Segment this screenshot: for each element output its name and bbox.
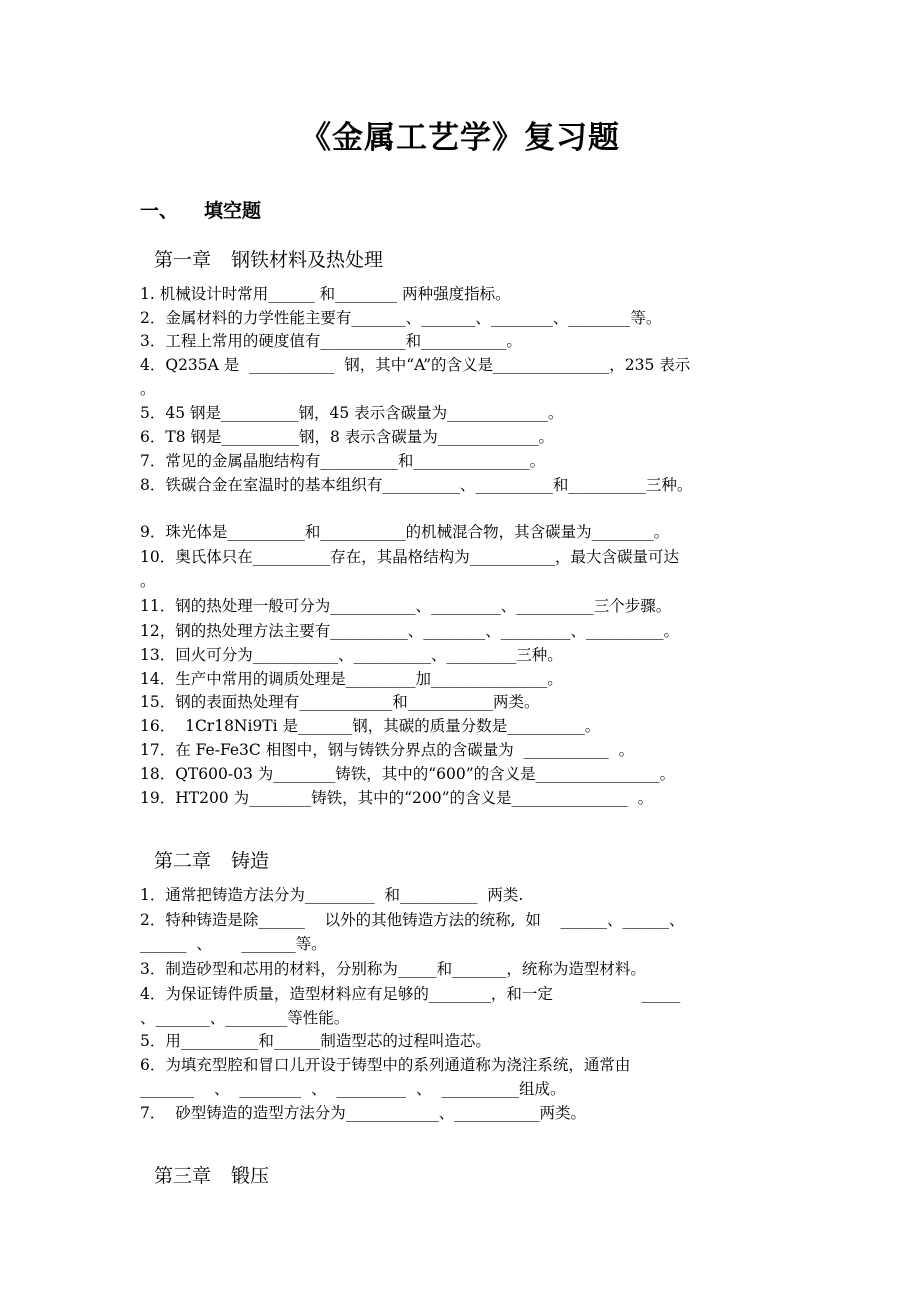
question: 17．在 Fe-Fe3C 相图中，钢与铸铁分界点的含碳量为 ___________ 。	[140, 741, 635, 759]
chapter-label: 第二章	[154, 850, 212, 872]
question: 7． 砂型铸造的造型方法分为____________、___________两类。	[140, 1104, 586, 1122]
question: 12，钢的热处理方法主要有__________、________、_________、__________。	[140, 622, 679, 640]
chapter-name: 铸造	[231, 850, 270, 872]
question: 19．HT200 为________铸铁，其中的“200”的含义是_______________ 。	[140, 789, 654, 807]
question: 5．45 钢是__________钢，45 表示含碳量为_____________。	[140, 404, 564, 422]
chapter-label: 第一章	[154, 249, 212, 271]
question: 7．常见的金属晶胞结构有__________和_______________。	[140, 452, 546, 470]
question: 3．制造砂型和芯用的材料，分别称为_____和_______，统称为造型材料。	[140, 960, 646, 978]
page-title: 《金属工艺学》复习题	[300, 120, 620, 156]
chapter-name: 锻压	[231, 1165, 270, 1187]
question: 11．钢的热处理一般可分为___________、_________、__________三个步骤。	[140, 597, 672, 615]
chapter-heading	[154, 846, 269, 873]
question: 8．铁碳合金在室温时的基本组织有__________、__________和__________三种。	[140, 476, 693, 494]
question: 16． 1Cr18Ni9Ti 是_______钢，其碳的质量分数是__________。	[140, 717, 601, 735]
chapter-name: 钢铁材料及热处理	[231, 249, 384, 271]
question: 2．特种铸造是除______ 以外的其他铸造方法的统称, 如 ______、______、	[140, 911, 685, 929]
chapter-heading	[154, 245, 383, 272]
question: 1．通常把铸造方法分为_________ 和__________ 两类.	[140, 886, 524, 904]
section-label: 填空题	[204, 200, 262, 222]
question: 5．用__________和______制造型芯的过程叫造芯。	[140, 1032, 491, 1050]
question: 9．珠光体是__________和___________的机械混合物，其含碳量为________。	[140, 523, 670, 541]
question: 18．QT600-03 为________铸铁，其中的“600”的含义是________________。	[140, 765, 676, 783]
chapter-heading	[154, 1161, 269, 1188]
question: 2．金属材料的力学性能主要有_______、_______、________、________等。	[140, 309, 662, 327]
question: 4．为保证铸件质量，造型材料应有足够的________，和一定 _____	[140, 985, 681, 1003]
question: 10．奥氏体只在__________存在，其晶格结构为___________，最大含碳量可达	[140, 548, 679, 566]
question: 3．工程上常用的硬度值有___________和___________。	[140, 332, 522, 350]
section-number: 一、	[140, 200, 179, 222]
question-continuation: 。	[140, 380, 156, 398]
question: 15．钢的表面热处理有____________和___________两类。	[140, 693, 540, 711]
question-continuation: 。	[140, 572, 156, 590]
question: 4．Q235A 是 ___________ 钢，其中“A”的含义是_______________，235 表示	[140, 356, 691, 374]
question: 6．为填充型腔和冒口儿开设于铸型中的系列通道称为浇注系统，通常由	[140, 1056, 631, 1074]
question-continuation: ______ 、 _______等。	[140, 935, 327, 953]
section-heading	[140, 196, 261, 223]
question-continuation: _______ 、 ________ 、 _________ 、 __________组成。	[140, 1080, 566, 1098]
question: 1. 机械设计时常用______ 和________ 两种强度指标。	[140, 285, 511, 303]
question: 13．回火可分为___________、__________、_________三种。	[140, 646, 563, 664]
question-continuation: 、_______、________等性能。	[140, 1009, 350, 1027]
question: 14．生产中常用的调质处理是_________加_______________。	[140, 670, 563, 688]
question: 6．T8 钢是__________钢，8 表示含碳量为_____________。	[140, 428, 555, 446]
chapter-label: 第三章	[154, 1165, 212, 1187]
